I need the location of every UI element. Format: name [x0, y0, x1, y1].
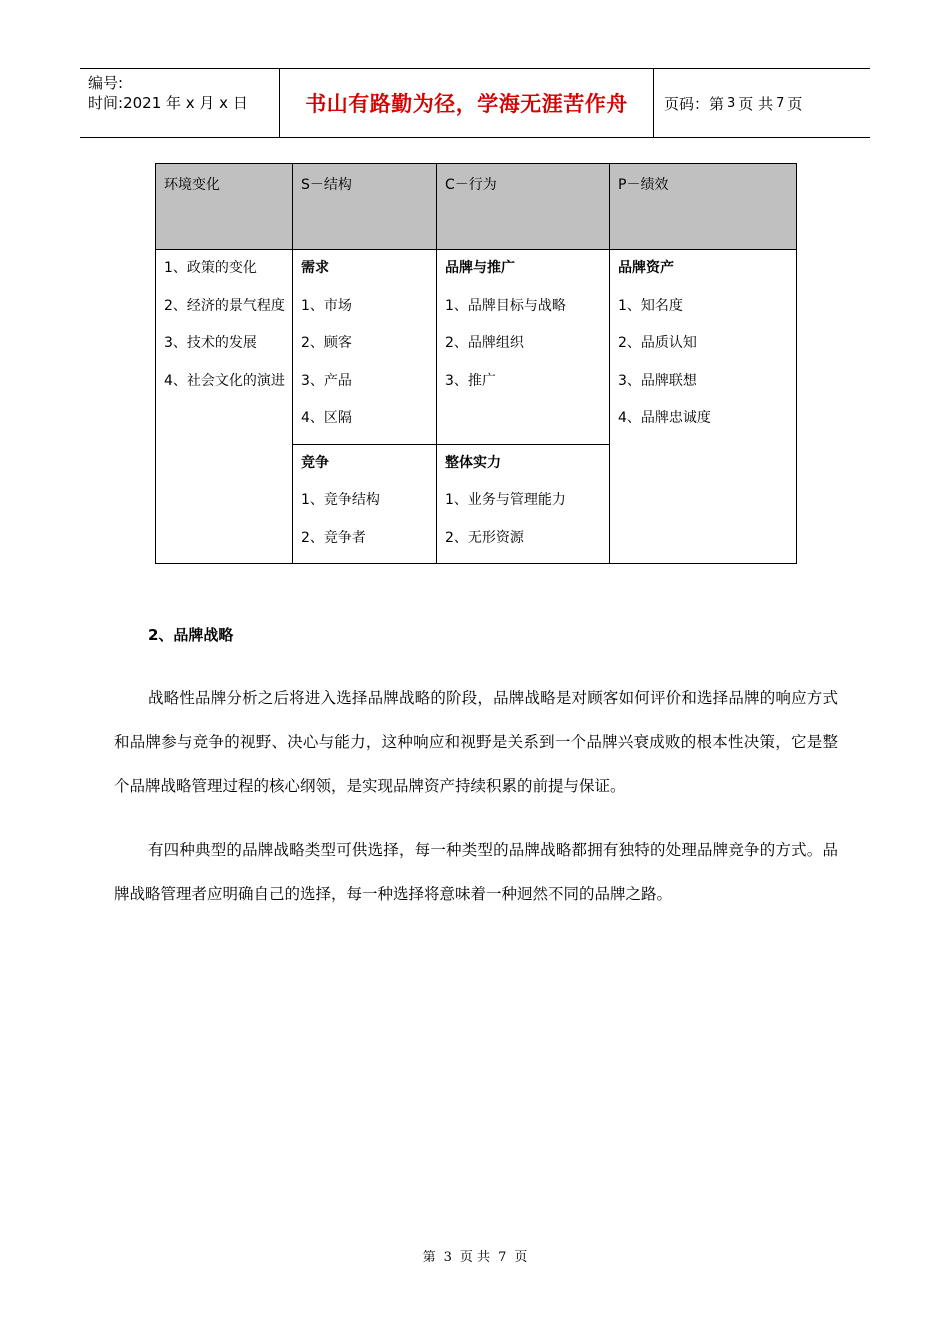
- list-item: 2、经济的景气程度: [164, 297, 285, 314]
- list-item: 2、品牌组织: [445, 335, 524, 351]
- header-performance: P－绩效: [610, 164, 797, 250]
- time-label: 时间:: [88, 94, 124, 112]
- list-item: 1、品牌目标与战略: [445, 297, 566, 314]
- table-row: [156, 250, 797, 445]
- table-header-row: [156, 164, 797, 250]
- footer-current: 3: [443, 1250, 452, 1265]
- page-suffix: 页: [787, 94, 803, 113]
- header-structure: S－结构: [293, 164, 437, 250]
- demand-cell: [293, 250, 437, 445]
- page-current: 3: [727, 95, 736, 111]
- brand-equity-cell: [610, 250, 797, 564]
- list-item: 3、推广: [445, 372, 496, 389]
- header-conduct: C－行为: [437, 164, 610, 250]
- page-prefix: 页码：第: [664, 94, 725, 113]
- footer-suffix: 页: [514, 1250, 528, 1265]
- footer-total: 7: [498, 1250, 507, 1265]
- header-meta: [80, 69, 280, 137]
- header-page-info: [654, 69, 870, 137]
- number-label: 编号:: [88, 74, 124, 92]
- header-environment: 环境变化: [156, 164, 293, 250]
- list-item: 1、政策的变化: [164, 260, 257, 276]
- overall-strength-cell: [437, 444, 610, 564]
- paragraph: 战略性品牌分析之后将进入选择品牌战略的阶段，品牌战略是对顾客如何评价和选择品牌的响应方式和品牌参与竞争的视野、决心与能力，这种响应和视野是关系到一个品牌兴衰成败的根本性决策，它是整个品牌战略管理过程的核心纲领，是实现品牌资产持续积累的前提与保证。: [114, 689, 838, 795]
- list-item: 2、竞争者: [301, 529, 366, 546]
- header-motto: 书山有路勤为径，学海无涯苦作舟: [280, 69, 654, 137]
- page-header: [80, 68, 870, 138]
- list-item: 1、市场: [301, 297, 352, 314]
- brand-promotion-title: 品牌与推广: [445, 260, 515, 276]
- list-item: 1、竞争结构: [301, 492, 380, 508]
- list-item: 2、顾客: [301, 335, 352, 351]
- time-value: 2021 年 x 月 x 日: [123, 94, 248, 112]
- list-item: 2、无形资源: [445, 529, 524, 546]
- list-item: 4、区隔: [301, 410, 352, 426]
- time-line: [88, 93, 279, 113]
- competition-cell: [293, 444, 437, 564]
- list-item: 4、品牌忠诚度: [618, 410, 711, 426]
- section-title: 2、品牌战略: [148, 626, 234, 644]
- demand-title: 需求: [301, 260, 329, 276]
- list-item: 4、社会文化的演进: [164, 372, 285, 389]
- paragraph: 有四种典型的品牌战略类型可供选择，每一种类型的品牌战略都拥有独特的处理品牌竞争的方式。品牌战略管理者应明确自己的选择，每一种选择将意味着一种迥然不同的品牌之路。: [114, 841, 838, 903]
- list-item: 2、品质认知: [618, 335, 697, 351]
- list-item: 1、业务与管理能力: [445, 492, 566, 508]
- footer-prefix: 第: [422, 1250, 436, 1265]
- page-footer: [0, 1246, 950, 1265]
- list-item: 3、品牌联想: [618, 372, 697, 389]
- page-mid: 页 共: [738, 94, 774, 113]
- page-total: 7: [776, 95, 785, 111]
- environment-cell: [156, 250, 293, 564]
- footer-mid: 页 共: [459, 1250, 491, 1265]
- list-item: 1、知名度: [618, 297, 683, 314]
- list-item: 3、产品: [301, 372, 352, 389]
- brand-equity-title: 品牌资产: [618, 260, 674, 276]
- scp-table: [155, 163, 797, 564]
- competition-title: 竞争: [301, 454, 329, 471]
- brand-promotion-cell: [437, 250, 610, 445]
- list-item: 3、技术的发展: [164, 335, 257, 351]
- overall-strength-title: 整体实力: [445, 454, 501, 471]
